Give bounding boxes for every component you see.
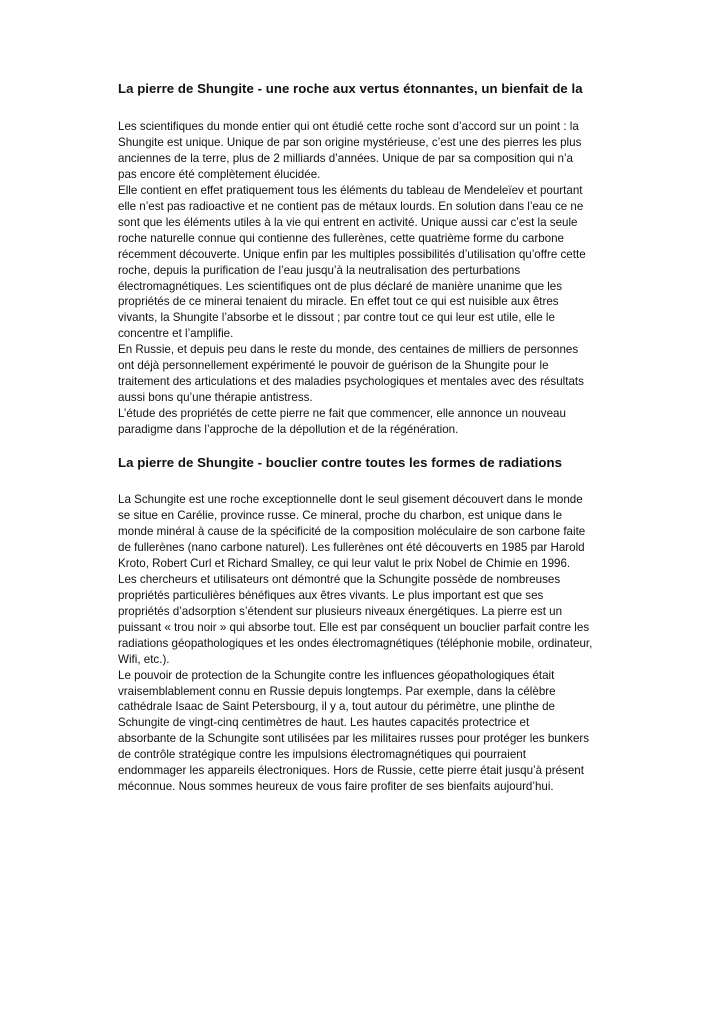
text-line: En Russie, et depuis peu dans le reste du monde, des centaines de milliers de personnes — [118, 343, 579, 357]
section-body — [118, 119, 608, 438]
text-line: absorbante de la Schungite sont utilisées par les militaires russes pour protéger les bunkers — [118, 732, 590, 746]
text-line: puissant « trou noir » qui absorbe tout. Elle est par conséquent un bouclier parfait contre les — [118, 620, 590, 634]
paragraph — [118, 183, 608, 343]
paragraph — [118, 406, 608, 438]
section-title: La pierre de Shungite - une roche aux vertus étonnantes, un bienfait de la — [118, 81, 583, 96]
text-line: Elle contient en effet pratiquement tous les éléments du tableau de Mendeleïev et pourtant — [118, 183, 583, 197]
text-line: de contrôle stratégique contre les impulsions électromagnétiques qui pourraient — [118, 748, 526, 762]
text-line: propriétés de ce minerai tenaient du miracle. En effet tout ce qui est nuisible aux êtres — [118, 295, 559, 309]
text-line: sont que les éléments utiles à la vie qui entrent en activité. Unique aussi car c’est la seule — [118, 215, 578, 229]
text-line: vivants, la Shungite l’absorbe et le dissout ; par contre tout ce qui leur est utile, elle le — [118, 311, 555, 325]
text-line: L’étude des propriétés de cette pierre ne fait que commencer, elle annonce un nouveau — [118, 407, 566, 421]
paragraph — [118, 492, 608, 572]
document-page — [118, 80, 608, 795]
text-line: électromagnétiques. Les scientifiques ont de plus déclaré de manière unanime que les — [118, 279, 563, 293]
paragraph — [118, 342, 608, 406]
paragraph — [118, 119, 608, 183]
text-line: ont déjà personnellement expérimenté le pouvoir de guérison de la Shungite pour le — [118, 359, 549, 373]
section-title: La pierre de Shungite - bouclier contre toutes les formes de radiations — [118, 455, 562, 471]
text-line: propriétés particulières bénéfiques aux êtres vivants. Le plus important est que ses — [118, 588, 544, 602]
text-line: Kroto, Robert Curl et Richard Smalley, ce qui leur valut le prix Nobel de Chimie en 1996. — [118, 556, 571, 570]
text-line: aussi bons qu’une thérapie antistress. — [118, 391, 313, 405]
text-line: Wifi, etc.). — [118, 652, 170, 666]
paragraph — [118, 668, 608, 796]
text-line: Schungite de vingt-cinq centimètres de haut. Les hautes capacités protectrice et — [118, 716, 530, 730]
text-line: roche naturelle connue qui contienne des fullerènes, cette quatrième forme du carbone — [118, 231, 564, 245]
text-line: La Schungite est une roche exceptionnelle dont le seul gisement découvert dans le monde — [118, 493, 583, 507]
text-line: monde minéral à cause de la spécificité de la composition moléculaire de son carbone faite — [118, 524, 586, 538]
text-line: se situe en Carélie, province russe. Ce mineral, proche du charbon, est unique dans le — [118, 509, 563, 523]
text-line: récemment découverte. Unique enfin par les multiples possibilités d’utilisation qu’offre cette — [118, 247, 586, 261]
text-line: Le pouvoir de protection de la Schungite contre les influences géopathologiques était — [118, 668, 555, 682]
text-line: elle n’est pas radioactive et ne contient pas de métaux lourds. En solution dans l’eau ce ne — [118, 199, 584, 213]
section-body — [118, 492, 608, 795]
text-line: paradigme dans l’approche de la dépollution et de la régénération. — [118, 423, 459, 437]
text-line: propriétés d’adsorption s’étendent sur plusieurs niveaux énergétiques. La pierre est un — [118, 604, 563, 618]
text-line: traitement des articulations et des maladies psychologiques et mentales avec des résultats — [118, 375, 584, 389]
text-line: Les chercheurs et utilisateurs ont démontré que la Schungite possède de nombreuses — [118, 572, 561, 586]
text-line: roche, depuis la purification de l’eau jusqu’à la neutralisation des perturbations — [118, 263, 521, 277]
text-line: vraisemblablement connu en Russie depuis longtemps. Par exemple, dans la célèbre — [118, 684, 556, 698]
text-line: pas encore été complètement élucidée. — [118, 167, 321, 181]
text-line: méconnue. Nous sommes heureux de vous faire profiter de ses bienfaits aujourd’hui. — [118, 780, 554, 794]
text-line: de fullerènes (nano carbone naturel). Les fullerènes ont été découverts en 1985 par Harold — [118, 540, 585, 554]
paragraph — [118, 572, 608, 668]
text-line: anciennes de la terre, plus de 2 milliards d’années. Unique de par sa composition qui n’a — [118, 151, 574, 165]
text-line: cathédrale Isaac de Saint Petersbourg, il y a, tout autour du périmètre, une plinthe de — [118, 700, 555, 714]
text-line: endommager les appareils électroniques. Hors de Russie, cette pierre était jusqu’à présent — [118, 764, 584, 778]
text-line: Shungite est unique. Unique de par son origine mystérieuse, c’est une des pierres les plus — [118, 135, 582, 149]
text-line: concentre et l’amplifie. — [118, 327, 234, 341]
text-line: Les scientifiques du monde entier qui ont étudié cette roche sont d’accord sur un point : la — [118, 120, 579, 133]
text-line: radiations géopathologiques et les ondes électromagnétiques (téléphonie mobile, ordinateur, — [118, 636, 593, 650]
